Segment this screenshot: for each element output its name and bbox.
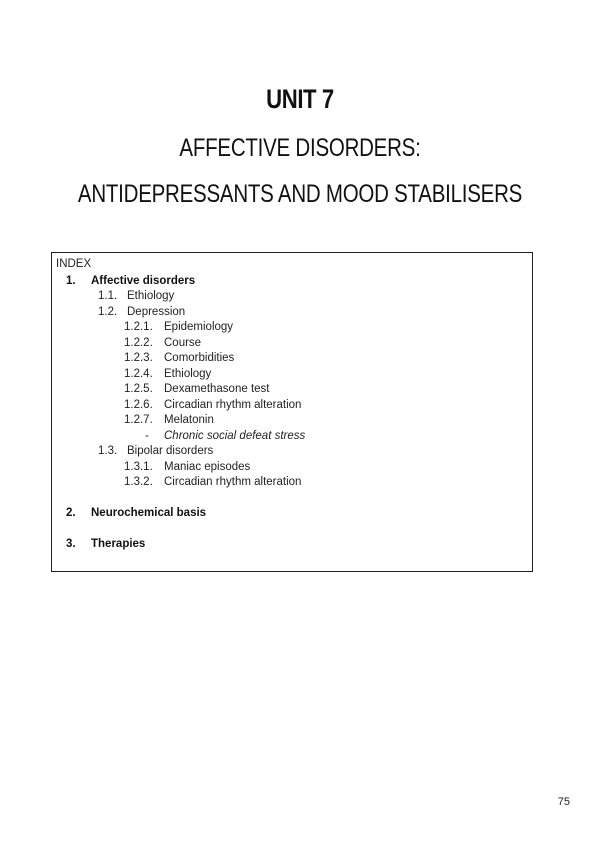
index-entry <box>52 351 522 366</box>
index-entry-number: 1.2.2. <box>124 337 153 349</box>
index-entry-number: 1.2.4. <box>124 368 153 380</box>
index-entry <box>52 320 522 335</box>
index-entry <box>52 382 522 397</box>
index-entry-number: 1.2.3. <box>124 352 153 364</box>
index-entry-number: - <box>145 430 149 442</box>
index-entry <box>52 475 522 490</box>
index-entry <box>52 336 522 351</box>
index-entry-number: 1.3.2. <box>124 476 153 488</box>
index-entry <box>52 305 522 320</box>
title-line-2: ANTIDEPRESSANTS AND MOOD STABILISERS <box>77 180 523 208</box>
index-entry <box>52 444 522 459</box>
index-entry-label: Neurochemical basis <box>91 507 207 519</box>
index-entry-label: Epidemiology <box>164 321 234 333</box>
index-entry <box>52 429 522 444</box>
page-number: 75 <box>557 796 570 808</box>
index-entry-label: Maniac episodes <box>164 461 251 473</box>
index-entry-label: Affective disorders <box>91 275 196 287</box>
index-entry-label: Melatonin <box>164 414 214 426</box>
index-entry-number: 1.2.5. <box>124 383 153 395</box>
index-entry-label: Comorbidities <box>164 352 235 364</box>
index-entry-number: 1.1. <box>98 290 118 302</box>
index-label: INDEX <box>56 258 92 270</box>
index-entry <box>52 398 522 413</box>
index-entry-label: Depression <box>127 306 186 318</box>
index-entry-label: Ethiology <box>164 368 212 380</box>
index-entry-number: 1.2.7. <box>124 414 153 426</box>
index-entry-label: Course <box>164 337 202 349</box>
index-entry-label: Circadian rhythm alteration <box>164 399 302 411</box>
unit-title: UNIT 7 <box>266 84 334 114</box>
index-entry-label: Bipolar disorders <box>127 445 214 457</box>
index-entry-number: 1.3. <box>98 445 118 457</box>
index-entry-number: 1.3.1. <box>124 461 153 473</box>
index-entry-label: Dexamethasone test <box>164 383 270 395</box>
index-entry-number: 1. <box>66 275 76 287</box>
index-entry-number: 1.2.1. <box>124 321 153 333</box>
index-entry <box>52 289 522 304</box>
index-entry-label: Ethiology <box>127 290 175 302</box>
index-entry-label: Chronic social defeat stress <box>164 430 306 442</box>
index-entry <box>52 460 522 475</box>
index-entry-number: 1.2.6. <box>124 399 153 411</box>
index-entry-label: Therapies <box>91 538 146 550</box>
index-entry-number: 2. <box>66 507 76 519</box>
index-entry-number: 3. <box>66 538 76 550</box>
index-box <box>51 252 533 572</box>
index-entry <box>52 274 522 289</box>
index-entry-number: 1.2. <box>98 306 118 318</box>
title-line-1: AFFECTIVE DISORDERS: <box>179 134 421 162</box>
index-entry <box>52 537 522 552</box>
index-entry-label: Circadian rhythm alteration <box>164 476 302 488</box>
index-entry <box>52 413 522 428</box>
index-entry <box>52 367 522 382</box>
index-entry <box>52 506 522 521</box>
